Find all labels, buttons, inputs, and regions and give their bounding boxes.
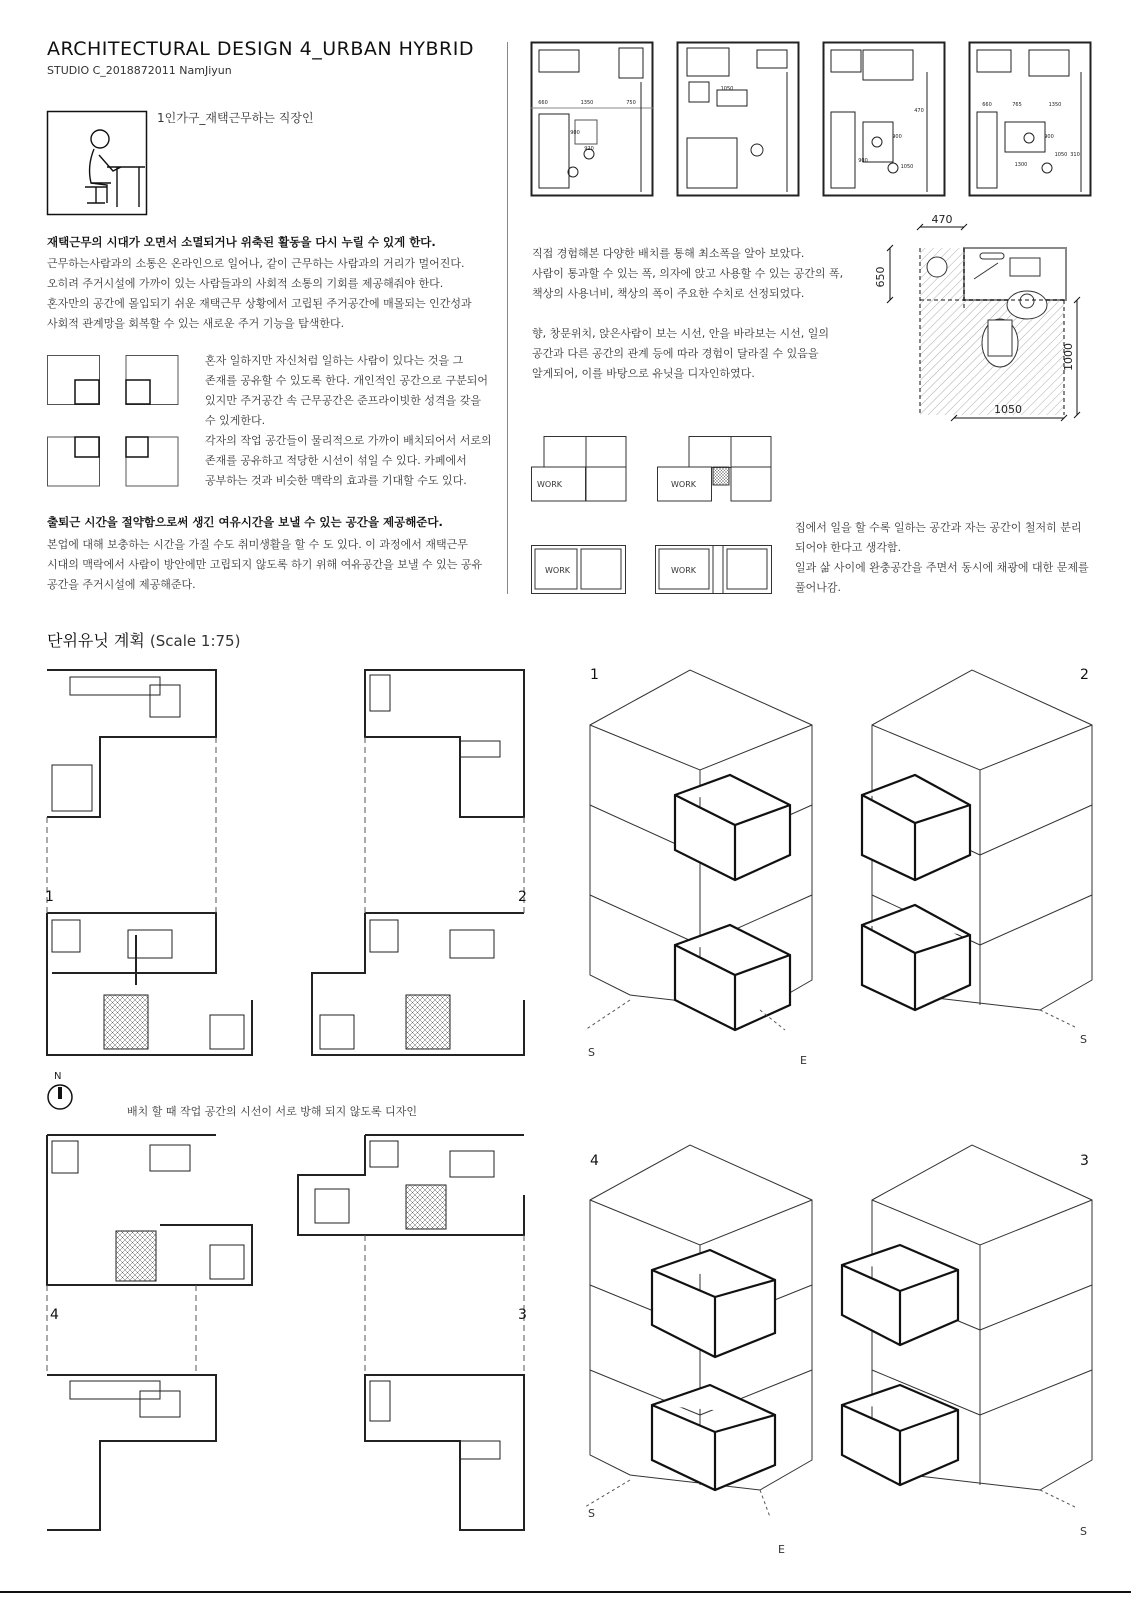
dimension-label: 900 — [892, 134, 902, 140]
dimension-label: 900 — [1044, 134, 1054, 140]
text-line: 풀어나감. — [795, 581, 842, 594]
text-line: 책상의 사용너비, 책상의 폭이 주요한 수치로 선정되었다. — [532, 287, 805, 300]
plan-number-3: 3 — [518, 1307, 527, 1323]
dimension-label: 660 — [538, 100, 548, 106]
study-plan-1 — [531, 42, 653, 196]
work-label: WORK — [537, 480, 563, 489]
text-line: 직접 경험해본 다양한 배치를 통해 최소폭을 알아 보았다. — [532, 247, 805, 260]
work-label: WORK — [671, 480, 697, 489]
text-line: 되어야 한다고 생각함. — [795, 541, 902, 554]
axo-number-1: 1 — [590, 667, 599, 683]
axo-number-2: 2 — [1080, 667, 1089, 683]
work-label: WORK — [671, 566, 697, 575]
column-divider — [507, 42, 508, 594]
text-line: 혼자 일하지만 자신처럼 일하는 사람이 있다는 것을 그 — [205, 354, 464, 367]
text-line: 존재를 공유하고 적당한 시선이 섞일 수 있다. 카페에서 — [205, 454, 467, 467]
dimension-label: 900 — [858, 158, 868, 164]
dimension-label: 1050 — [1054, 152, 1068, 158]
text-line: 공간을 주거시설에 제공해준다. — [47, 578, 196, 591]
study-paragraph-3 — [795, 518, 1089, 598]
text-line: 수 있게한다. — [205, 414, 266, 427]
dimension-label: 1350 — [580, 100, 594, 106]
page-bottom-border — [0, 1591, 1131, 1593]
plan-number-4: 4 — [50, 1307, 59, 1323]
text-line: 오히려 주거시설에 가까이 있는 사람들과의 사회적 소통의 기회를 제공해줘야 한다. — [47, 277, 444, 290]
dimension-label: 765 — [1012, 102, 1022, 108]
unit-plan-title — [47, 628, 240, 651]
work-label: WORK — [545, 566, 571, 575]
text-line: 공부하는 것과 비슷한 맥락의 효과를 기대할 수도 있다. — [205, 474, 467, 487]
text-line: 집에서 일을 할 수록 일하는 공간과 자는 공간이 철저히 분리 — [795, 521, 1082, 534]
dimension-label: 1350 — [1048, 102, 1062, 108]
plan-caption: 배치 할 때 작업 공간의 시선이 서로 방해 되지 않도록 디자인 — [127, 1105, 417, 1118]
axo-number-4: 4 — [590, 1153, 599, 1169]
text-line: 공간과 다른 공간의 관계 등에 따라 경험이 달라질 수 있음을 — [532, 347, 819, 360]
dimension-label: 650 — [874, 266, 887, 288]
intro-paragraph-1 — [47, 254, 472, 334]
north-arrow-icon — [47, 1084, 73, 1110]
study-paragraph-1 — [532, 244, 843, 304]
text-line: 근무하는사람과의 소통은 온라인으로 일어나, 같이 근무하는 사람과의 거리가 멀어진다. — [47, 257, 465, 270]
intro-heading-2: 출퇴근 시간을 절약함으로써 생긴 여유시간을 보낼 수 있는 공간을 제공해준다. — [47, 515, 443, 529]
work-diagram-2 — [657, 436, 773, 502]
work-diagram-4 — [655, 545, 773, 595]
axonometric-drawings — [580, 665, 1100, 1565]
page-title: ARCHITECTURAL DESIGN 4_URBAN HYBRID — [47, 38, 474, 60]
text-line: 사람이 통과할 수 있는 폭, 의자에 앉고 사용할 수 있는 공간의 폭, — [532, 267, 844, 280]
intro-heading-1: 재택근무의 시대가 오면서 소멸되거나 위축된 활동을 다시 누릴 수 있게 한다. — [47, 235, 436, 249]
persona-figure — [47, 111, 147, 215]
persona-label: 1인가구_재택근무하는 직장인 — [157, 111, 314, 125]
text-line: 있지만 주거공간 속 근무공간은 준프라이빗한 성격을 갖을 — [205, 394, 482, 407]
study-plan-3 — [823, 42, 945, 196]
minimum-dimension-diagram — [874, 213, 1090, 425]
dimension-label: 920 — [584, 146, 594, 152]
study-plan-2 — [677, 42, 799, 196]
unit-plan-scale: (Scale 1:75) — [149, 632, 241, 650]
dimension-label: 1300 — [1014, 162, 1028, 168]
dimension-label: 310 — [1070, 152, 1080, 158]
text-line: 존재를 공유할 수 있도록 한다. 개인적인 공간으로 구분되어 — [205, 374, 488, 387]
concept-text — [205, 351, 492, 491]
text-line: 시대의 맥락에서 사람이 방안에만 고립되지 않도록 하기 위해 여유공간을 보낼 수 있는 공유 — [47, 558, 483, 571]
text-line: 사회적 관계망을 회복할 수 있는 새로운 주거 기능을 탐색한다. — [47, 317, 345, 330]
text-line: 본업에 대해 보충하는 시간을 가질 수도 취미생활을 할 수 도 있다. 이 과정에서 재택근무 — [47, 538, 468, 551]
axo-1-east-label: E — [800, 1054, 807, 1067]
dimension-label: 470 — [914, 108, 924, 114]
text-line: 혼자만의 공간에 몰입되기 쉬운 재택근무 상황에서 고립된 주거공간에 매몰되는 인간성과 — [47, 297, 472, 310]
axo-4-east-label: E — [778, 1543, 785, 1556]
plan-number-1: 1 — [45, 889, 54, 905]
axo-4-south-label: S — [588, 1507, 595, 1520]
intro-paragraph-2 — [47, 535, 482, 595]
page-subtitle: STUDIO C_2018872011 NamJiyun — [47, 64, 232, 77]
dimension-label: 660 — [982, 102, 992, 108]
unit-plan-heading: 단위유닛 계획 — [47, 631, 145, 650]
concept-diagram-squares — [47, 355, 157, 490]
text-line: 알게되어, 이를 바탕으로 유닛을 디자인하였다. — [532, 367, 755, 380]
dimension-label: 1000 — [1062, 343, 1075, 371]
dimension-label: 1050 — [900, 164, 914, 170]
text-line: 각자의 작업 공간들이 물리적으로 가까이 배치되어서 서로의 — [205, 434, 492, 447]
text-line: 향, 창문위치, 앉은사람이 보는 시선, 안을 바라보는 시선, 일의 — [532, 327, 829, 340]
plan-number-2: 2 — [518, 889, 527, 905]
dimension-label: 900 — [570, 130, 580, 136]
work-diagram-3 — [531, 545, 627, 595]
dimension-label: 1050 — [720, 86, 734, 92]
axo-number-3: 3 — [1080, 1153, 1089, 1169]
axo-1-south-label: S — [588, 1046, 595, 1059]
study-plan-4 — [969, 42, 1091, 196]
study-paragraph-2 — [532, 324, 829, 384]
work-diagram-1 — [531, 436, 627, 502]
axo-2-south-label: S — [1080, 1033, 1087, 1046]
dimension-label: 750 — [626, 100, 636, 106]
north-label: N — [54, 1071, 62, 1082]
dimension-label: 1050 — [994, 403, 1022, 416]
axo-3-south-label: S — [1080, 1525, 1087, 1538]
text-line: 일과 삶 사이에 완충공간을 주면서 동시에 채광에 대한 문제를 — [795, 561, 1089, 574]
dimension-label: 470 — [931, 213, 953, 226]
